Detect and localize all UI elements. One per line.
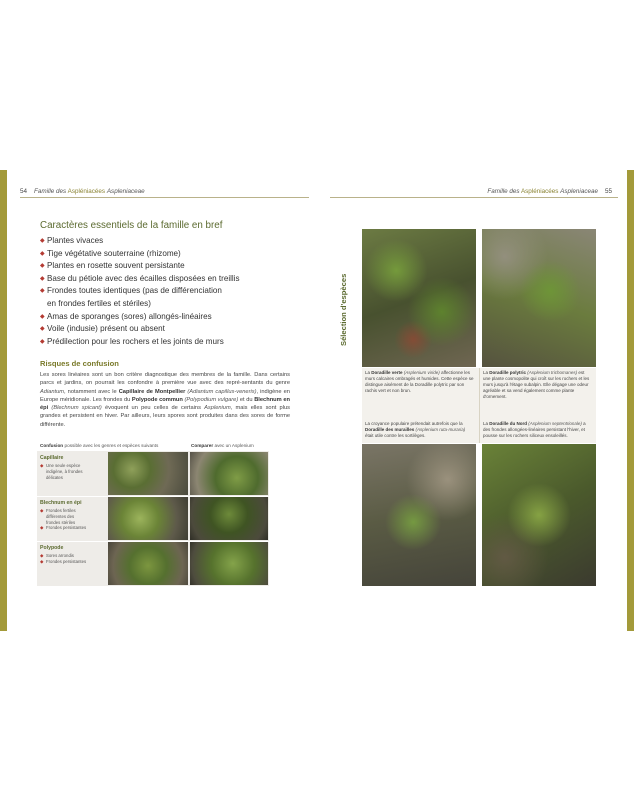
diamond-bullet-icon: ◆ [40,525,44,531]
diamond-bullet-icon: ◆ [40,263,45,270]
essentials-item: ◆ Amas de sporanges (sores) allongés-linéaires [40,311,310,324]
essentials-item: ◆ Frondes toutes identiques (pas de différenciation [40,285,310,298]
right-header-latin: Aspleniaceae [560,188,598,195]
photo-doradille-nord [482,444,596,586]
essentials-item: ◆ Voile (indusie) présent ou absent [40,323,310,336]
caption-doradille-murailles: La croyance populaire prétendait autrefois que la Doradille des murailles (Asplenium ruta-muraria) était utile contre les sortilèges. [365,421,466,439]
diamond-bullet-icon: ◆ [40,326,45,333]
essentials-list [40,235,310,348]
essentials-item: ◆ Base du pétiole avec des écailles disposées en treillis [40,273,310,286]
right-header-family: Aspléniacées [520,188,559,195]
confusion-title: Risques de confusion [40,359,119,368]
diamond-bullet-icon: ◆ [40,508,44,513]
caption-doradille-polytric: La Doradille polytric (Asplenium trichomanes) est une plante cosmopolite qui croît sur les rochers et les murs jusqu'à l'étage subalpin. Elle dégage une odeur agréable et sa vend également comme plante d'ornement. [483,370,590,400]
photo-asplenium-compare-1 [190,452,268,495]
table-row-polypode: Polypode ◆ Sores arrondis ◆ Frondes persistantes [40,545,87,564]
table-row-blechnum: Blechnum en épi ◆ Frondes fertiles différentes des frondes stériles ◆ Frondes persistantes [40,500,87,531]
caption-doradille-nord: La Doradille du Nord (Asplenium septentrionale) a des frondes allongées-linéaires persistant l'hiver, et pousse sur les rochers siliceux ensoleillés. [483,421,586,439]
right-header-prefix: Famille des [487,188,520,195]
right-running-header [487,188,612,195]
essentials-item: ◆ Prédilection pour les rochers et les joints de murs [40,336,310,349]
photo-asplenium-compare-2 [190,497,268,540]
diamond-bullet-icon: ◆ [40,313,45,320]
essentials-item-continuation: en frondes fertiles et stériles) [47,298,151,308]
table-header-compare: Comparer avec un Asplenium [191,443,254,448]
left-header-rule [20,197,309,198]
photo-asplenium-compare-3 [190,542,268,585]
diamond-bullet-icon: ◆ [40,338,45,345]
diamond-bullet-icon: ◆ [40,250,45,257]
essentials-item: ◆ Plantes vivaces [40,235,310,248]
left-header-family: Aspléniacées [67,188,106,195]
confusion-paragraph: Les sores linéaires sont un bon critère diagnostique des membres de la famille. Dans certains parcs et jardins, on pourrait les confondre à première vue avec des repré-sentants du genre Adiantum, notamment avec le Capillaire de Montpellier (Adiantum capillus-veneris), indigène en Europe méridionale. Les frondes du Polypode commun (Polypodium vulgare) et du Blechnum en épi (Blechnum spicant) évoquent un peu celles de certains Asplenium, mais elles sont plus grandes et persistent en hiver. Par ailleurs, leurs spores sont produites dans des sores de forme différente. [40,372,290,428]
right-page-edge-bar [627,170,634,631]
caption-doradille-verte: La Doradille verte (Asplenium viride) affectionne les murs calcaires ombragés et humides. Cette espèce se distingue aisément de la Doradille polytric par son rachis vert et non brun. [365,370,474,394]
left-header-prefix: Famille des [34,188,67,195]
caption-column-divider [479,368,480,443]
essentials-item: ◆ Plantes en rosette souvent persistante [40,260,310,273]
left-page-number: 54 [20,188,28,195]
diamond-bullet-icon: ◆ [40,553,44,558]
right-header-rule [330,197,618,198]
photo-polypode [108,542,188,585]
right-page-number: 55 [604,188,612,195]
left-page-edge-bar [0,170,7,631]
diamond-bullet-icon: ◆ [40,288,45,295]
table-header-confusion: Confusion possible avec les genres et espèces suivants [40,443,159,448]
left-header-latin: Aspleniaceae [106,188,145,195]
essentials-item: ◆ Tige végétative souterraine (rhizome) [40,248,310,261]
diamond-bullet-icon: ◆ [40,463,44,468]
diamond-bullet-icon: ◆ [40,275,45,282]
confusion-section [40,359,290,429]
photo-doradille-verte [362,229,476,367]
diamond-bullet-icon: ◆ [40,238,45,244]
diamond-bullet-icon: ◆ [40,558,44,564]
species-selection-vertical-title: Sélection d'espèces [339,273,348,346]
photo-doradille-murailles [362,444,476,586]
essentials-section [40,220,310,348]
essentials-title: Caractères essentiels de la famille en bref [40,220,223,231]
left-running-header [20,188,145,195]
photo-doradille-polytric [482,229,596,367]
photo-capillaire [108,452,188,495]
table-row-capillaire: Capillaire ◆ Une seule espèce indigène, à frondes délicates [40,455,83,480]
photo-blechnum [108,497,188,540]
